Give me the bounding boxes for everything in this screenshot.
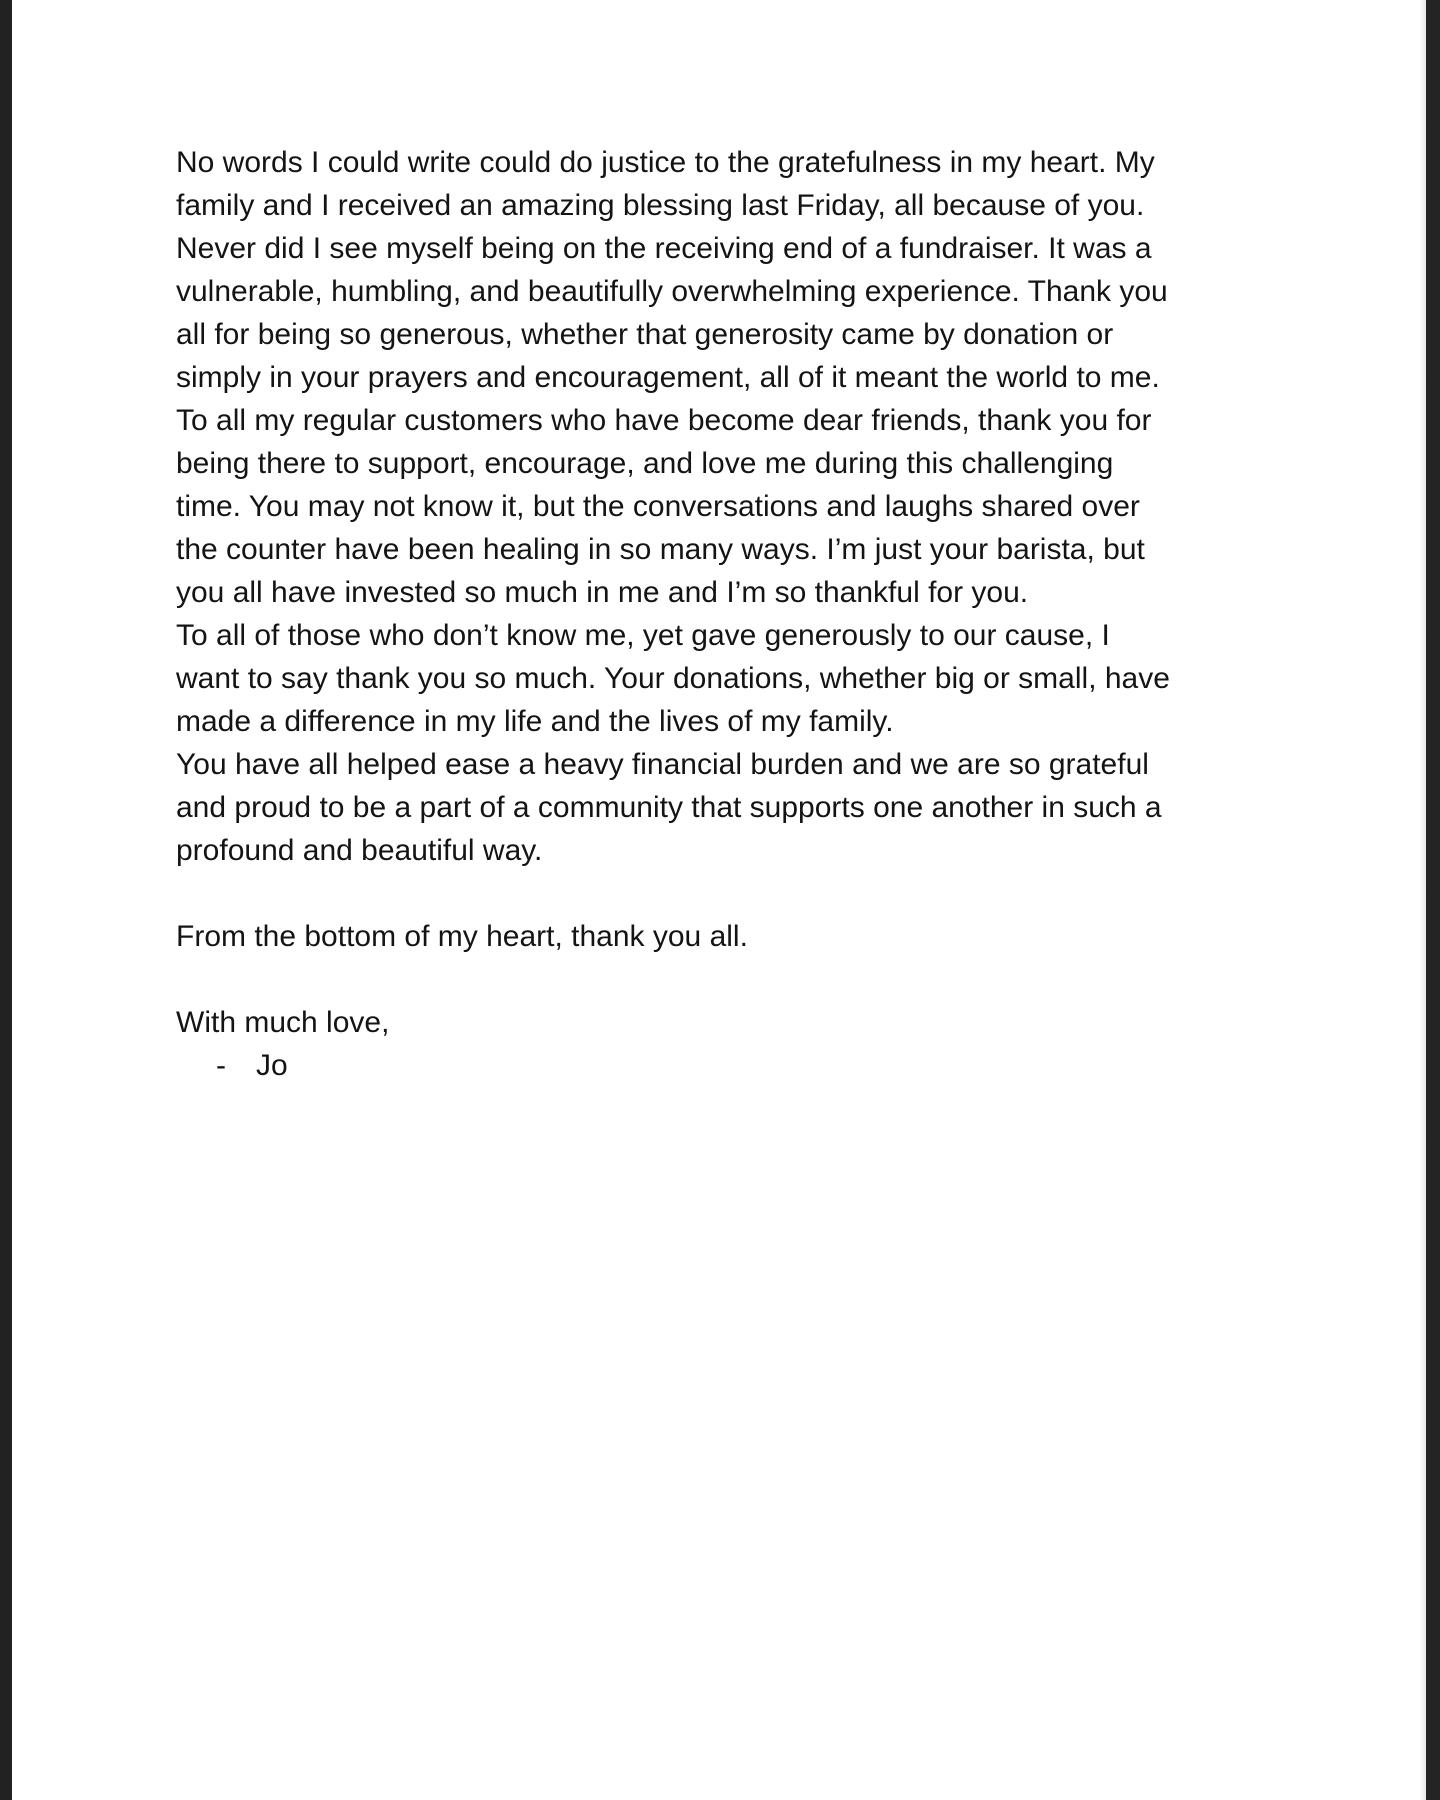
paragraph-gap [176, 958, 1286, 1001]
text-line: To all my regular customers who have become dear friends, thank you for [176, 404, 1152, 437]
paragraph-gap [176, 872, 1286, 915]
text-line: made a difference in my life and the lives of my family. [176, 705, 894, 738]
text-line: vulnerable, humbling, and beautifully overwhelming experience. Thank you [176, 275, 1168, 308]
text-line: To all of those who don’t know me, yet gave generously to our cause, I [176, 619, 1110, 652]
text-line: family and I received an amazing blessing last Friday, all because of you. [176, 189, 1145, 222]
closing-line: From the bottom of my heart, thank you all. [176, 920, 748, 953]
signature-name: Jo [256, 1049, 288, 1082]
signature-dash: - [216, 1049, 226, 1082]
text-line: you all have invested so much in me and I’m so thankful for you. [176, 576, 1029, 609]
signature [176, 1044, 1286, 1087]
text-line: want to say thank you so much. Your donations, whether big or small, have [176, 662, 1170, 695]
document-page [12, 0, 1420, 1800]
text-line: and proud to be a part of a community that supports one another in such a [176, 791, 1162, 824]
paragraph-customers [176, 399, 1286, 614]
text-line: the counter have been healing in so many ways. I’m just your barista, but [176, 533, 1145, 566]
text-line: time. You may not know it, but the conversations and laughs shared over [176, 490, 1140, 523]
paragraph-donors [176, 614, 1286, 743]
paragraph-community [176, 743, 1286, 872]
paragraph-gratitude [176, 141, 1286, 399]
text-line: being there to support, encourage, and love me during this challenging [176, 447, 1114, 480]
text-line: You have all helped ease a heavy financial burden and we are so grateful [176, 748, 1149, 781]
sign-off: With much love, [176, 1006, 390, 1039]
letter-body [176, 141, 1286, 1087]
right-screen-edge [1426, 0, 1440, 1800]
text-line: Never did I see myself being on the receiving end of a fundraiser. It was a [176, 232, 1152, 265]
text-line: profound and beautiful way. [176, 834, 543, 867]
text-line: No words I could write could do justice to the gratefulness in my heart. My [176, 146, 1155, 179]
left-screen-edge [0, 0, 12, 1800]
text-line: all for being so generous, whether that generosity came by donation or [176, 318, 1114, 351]
text-line: simply in your prayers and encouragement, all of it meant the world to me. [176, 361, 1160, 394]
